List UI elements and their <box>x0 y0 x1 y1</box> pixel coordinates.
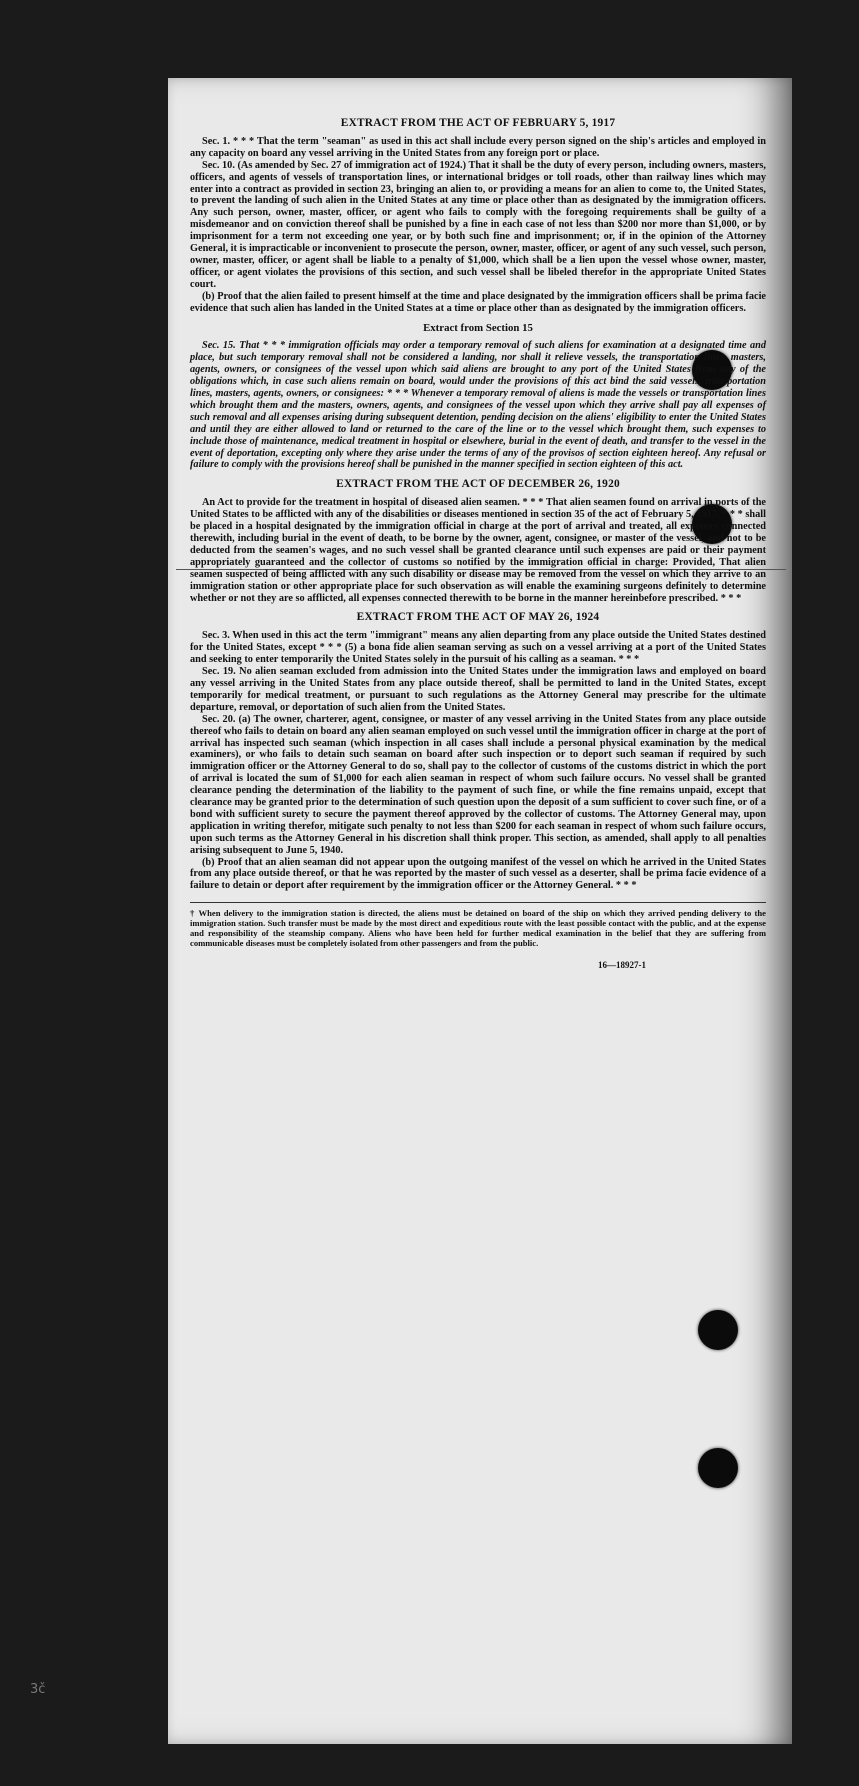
paragraph: Sec. 19. No alien seaman excluded from admission into the United States under the immigration laws and employed on board any vessel arriving in the United States from any place outside thereof, shall be permitted to land in the United States, except temporarily for medical treatment, or pursuant to such regulations as the Attorney General may prescribe for the ultimate departure, removal, or deportation of such alien from the United States. <box>190 666 766 713</box>
document-page <box>168 78 792 1744</box>
section-heading: EXTRACT FROM THE ACT OF DECEMBER 26, 1920 <box>336 478 620 491</box>
paragraph: An Act to provide for the treatment in hospital of diseased alien seamen. * * * That alien seamen found on arrival in ports of the United States to be afflicted with any of the disabilities or diseases mentioned in section 35 of the act of February 5, 1917, * * * shall be placed in a hospital designated by the immigration official in charge at the port of arrival and treated, all expenses connected therewith, including burial in the event of death, to be borne by the owner, agent, consignee, or master of the vessel, and not to be deducted from the seamen's wages, and no such vessel shall be granted clearance until such expenses are paid or their payment appropriately guaranteed and the collector of customs so notified by the immigration official in charge: Provided, That alien seamen suspected of being afflicted with any such disability or disease may be removed from the vessel on which they arrive to an immigration station or other appropriate place for such observation as will enable the examining surgeons definitely to determine whether or not they are so afflicted, all expenses connected therewith to be borne in the manner hereinbefore prescribed. * * * <box>190 497 766 604</box>
paragraph: Sec. 3. When used in this act the term "immigrant" means any alien departing from any place outside the United States destined for the United States, except * * * (5) a bona fide alien seaman serving as such on a vessel arriving at a port of the United States and seeking to enter temporarily the United States solely in the pursuit of his calling as a seaman. * * * <box>190 630 766 666</box>
sub-heading: Extract from Section 15 <box>423 321 533 334</box>
paragraph: Sec. 20. (a) The owner, charterer, agent, consignee, or master of any vessel arriving in the United States from any place outside thereof who fails to detain on board any alien seaman employed on such vessel until the immigration officer in charge at the port of arrival has inspected such seaman (which inspection in all cases shall include a personal physical examination by the medical examiners), or who fails to detain such seaman on board after such inspection or to deport such seaman if required by such immigration officer or the Attorney General to do so, shall pay to the collector of customs of the customs district in which the port of arrival is located the sum of $1,000 for each alien seaman in respect of whom such failure occurs. No vessel shall be granted clearance pending the determination of the liability to the payment of such fine, or while the fine remains unpaid, except that clearance may be granted prior to the determination of such question upon the deposit of a sum sufficient to cover such fine, or of a bond with sufficient surety to secure the payment thereof approved by the collector of customs. The Attorney General may, upon application in writing therefor, mitigate such penalty to not less than $200 for each seaman in respect of whom such failure occurs, upon such terms as the Attorney General in his discretion shall think proper. This section, as amended, shall apply to all penalties arising subsequent to June 5, 1940. <box>190 713 766 856</box>
paragraph: Sec. 10. (As amended by Sec. 27 of immigration act of 1924.) That it shall be the duty of every person, including owners, masters, officers, and agents of vessels of transportation lines, or international bridges or toll roads, other than railway lines which may enter into a contract as provided in section 23, bringing an alien to, or providing a means for an alien to come to, the United States, to prevent the landing of such alien in the United States at any time or place other than as designated by the immigration officers. Any such person, owner, master, officer, or agent who fails to comply with the foregoing requirements shall be guilty of a misdemeanor and on conviction thereof shall be punished by a fine in each case of not less than $200 nor more than $1,000, or by imprisonment for a term not exceeding one year, or by both such fine and imprisonment; or, if in the opinion of the Attorney General, it is impracticable or inconvenient to prosecute the person, owner, master, officer, or agent of any such vessel, such person, owner, master, officer, or agent shall be liable to a penalty of $1,000, which shall be a lien upon the vessel whose owner, master, officer, or agent violates the provisions of this section, and such vessel shall be libeled therefor in the appropriate United States court. <box>190 159 766 290</box>
paragraph: (b) Proof that an alien seaman did not appear upon the outgoing manifest of the vessel on which he arrived in the United States from any place outside thereof, or that he was reported by the master of such vessel as a deserter, shall be prima facie evidence of a failure to detain or deport after requirement by the immigration officer or the Attorney General. * * * <box>190 856 766 892</box>
paragraph: Sec. 1. * * * That the term "seaman" as used in this act shall include every person signed on the ship's articles and employed in any capacity on board any vessel arriving in the United States from any foreign port or place. <box>190 135 766 159</box>
section-heading: EXTRACT FROM THE ACT OF MAY 26, 1924 <box>356 611 600 624</box>
margin-mark: 3č <box>30 1682 46 1697</box>
section-heading: EXTRACT FROM THE ACT OF FEBRUARY 5, 1917 <box>340 117 616 129</box>
paragraph-italic: Sec. 15. That * * * immigration officials may order a temporary removal of such aliens for examination at a designated time and place, but such temporary removal shall not be considered a landing, nor shall it relieve vessels, the transportation lines, masters, agents, owners, or consignees of the vessel upon which said aliens are brought to any port of the United States from any of the obligations which, in case such aliens remain on board, would under the provisions of this act bind the said vessels, transportation lines, masters, agents, owners, or consignees: * * * Whenever a temporary removal of aliens is made the vessels or transportation lines which brought them and the masters, owners, agents, and consignees of the vessel upon which they arrive shall pay all expenses of such removal and all expenses arising during subsequent detention, pending decision on the aliens' eligibility to enter the United States and until they are either allowed to land or returned to the care of the line or to the vessel which brought them, such expenses to include those of maintenance, medical treatment in hospital or elsewhere, burial in the event of death, and transfer to the vessel in the event of deportation, excepting only where they arise under the terms of any of the provisos of section eighteen hereof. Any refusal or failure to comply with the provisions hereof shall be punished in the manner specified in section eighteen of this act. <box>190 340 766 471</box>
footnote: † When delivery to the immigration station is directed, the aliens must be detained on board of the ship on which they arrived pending delivery to the immigration station. Such transfer must be made by the most direct and expeditious route with the least possible contact with the public, and at the expense and responsibility of the steamship company. Aliens who have been held for further medical examination in the belief that they are suffering from communicable diseases must be completely isolated from other passengers and from the public. <box>190 902 766 948</box>
punch-hole <box>698 1448 738 1488</box>
form-code: 16—18927-1 <box>598 960 646 971</box>
paragraph: (b) Proof that the alien failed to present himself at the time and place designated by the immigration officers shall be prima facie evidence that such alien has landed in the United States at a time or place other than as designated by the immigration officers. <box>190 290 766 314</box>
punch-hole <box>698 1310 738 1350</box>
document-body <box>190 118 766 972</box>
